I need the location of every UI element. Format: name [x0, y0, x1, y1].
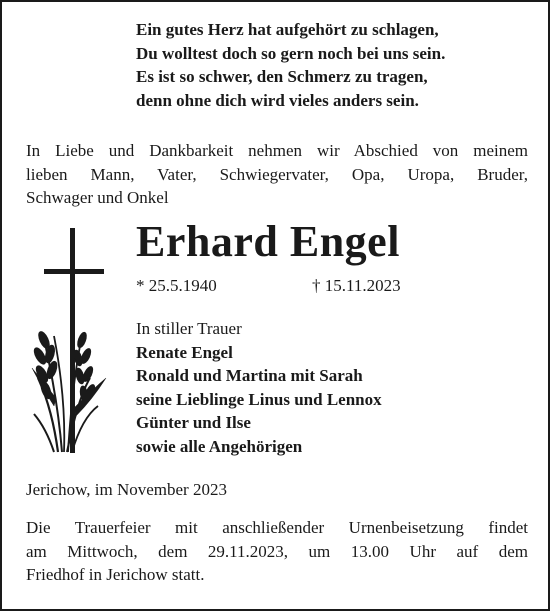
poem — [136, 18, 445, 112]
mourners-list — [136, 317, 382, 458]
birth-date: * 25.5.1940 — [136, 276, 217, 295]
funeral-info — [26, 516, 528, 587]
mourning-heading: In stiller Trauer — [136, 319, 242, 338]
death-date: † 15.11.2023 — [312, 276, 401, 295]
poem-line: Du wolltest doch so gern noch bei uns sein. — [136, 43, 446, 63]
mourner-name: Renate Engel — [136, 342, 233, 362]
poem-line: Ein gutes Herz hat aufgehört zu schlagen, — [136, 20, 439, 39]
poem-line: Es ist so schwer, den Schmerz zu tragen, — [136, 67, 428, 86]
place-and-date: Jerichow, im November 2023 — [26, 480, 227, 499]
mourner-name: sowie alle Angehörigen — [136, 436, 303, 456]
intro-line: In Liebe und Dankbarkeit nehmen wir Abschied von meinem — [26, 141, 528, 160]
funeral-line: Friedhof in Jerichow statt. — [26, 565, 205, 584]
intro-line: lieben Mann, Vater, Schwiegervater, Opa, Uropa, Bruder, — [26, 164, 528, 184]
mourner-name: Günter und Ilse — [136, 413, 251, 432]
deceased-name: Erhard Engel — [136, 217, 400, 266]
mourner-name: seine Lieblinge Linus und Lennox — [136, 389, 382, 409]
funeral-line: Die Trauerfeier mit anschließender Urnenbeisetzung findet — [26, 518, 528, 537]
mourner-name: Ronald und Martina mit Sarah — [136, 366, 363, 385]
intro-line: Schwager und Onkel — [26, 188, 169, 207]
cross-with-wheat-ears — [28, 228, 110, 458]
funeral-line: am Mittwoch, dem 29.11.2023, um 13.00 Uhr auf dem — [26, 541, 528, 561]
poem-line: denn ohne dich wird vieles anders sein. — [136, 90, 419, 110]
wheat-ears-icon — [32, 330, 106, 452]
farewell-intro — [26, 139, 528, 210]
